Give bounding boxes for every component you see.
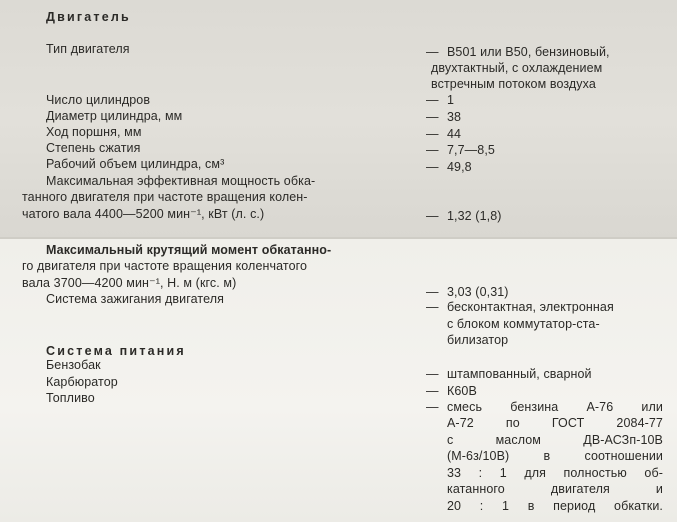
value-dash: — <box>426 93 439 107</box>
spec-label: Число цилиндров <box>46 93 151 107</box>
spec-label: Диаметр цилиндра, мм <box>46 109 183 123</box>
section-heading-fuel-system: Система питания <box>46 344 186 358</box>
spec-value: штампованный, сварной <box>447 367 592 381</box>
scan-seam <box>0 237 677 239</box>
spec-label: Бензобак <box>46 358 101 372</box>
spec-value: смесь бензина А-76 или <box>447 400 663 414</box>
spec-label: го двигателя при частоте вращения коленчатого <box>22 259 308 273</box>
value-dash: — <box>426 160 439 174</box>
spec-value: 20 : 1 в период обкатки. <box>447 499 663 513</box>
section-heading-engine: Двигатель <box>46 10 131 24</box>
spec-value: встречным потоком воздуха <box>431 77 596 91</box>
spec-value: 1 <box>447 93 455 107</box>
value-dash: — <box>426 45 439 59</box>
value-dash: — <box>426 110 439 124</box>
value-dash: — <box>426 143 439 157</box>
spec-value: 3,03 (0,31) <box>447 285 509 299</box>
spec-label: Карбюратор <box>46 375 118 389</box>
spec-value: 38 <box>447 110 462 124</box>
value-dash: — <box>426 209 439 223</box>
spec-value: В501 или В50, бензиновый, <box>447 45 610 59</box>
spec-value: бесконтактная, электронная <box>447 300 614 314</box>
spec-label: Система зажигания двигателя <box>46 292 224 306</box>
spec-label: Тип двигателя <box>46 42 130 56</box>
spec-label: вала 3700—4200 мин⁻¹, Н. м (кгс. м) <box>22 276 237 290</box>
spec-value: 7,7—8,5 <box>447 143 495 157</box>
spec-value: А-72 по ГОСТ 2084-77 <box>447 416 663 430</box>
spec-label: Ход поршня, мм <box>46 125 142 139</box>
value-dash: — <box>426 300 439 314</box>
spec-value: 49,8 <box>447 160 472 174</box>
spec-label: Максимальный крутящий момент обкатанно- <box>46 243 332 257</box>
value-dash: — <box>426 127 439 141</box>
spec-value: К60В <box>447 384 477 398</box>
spec-label: танного двигателя при частоте вращения колен- <box>22 190 308 204</box>
value-dash: — <box>426 285 439 299</box>
spec-label: Максимальная эффективная мощность обка- <box>46 174 316 188</box>
spec-value: билизатор <box>447 333 509 347</box>
spec-label: чатого вала 4400—5200 мин⁻¹, кВт (л. с.) <box>22 207 265 221</box>
spec-label: Степень сжатия <box>46 141 141 155</box>
spec-value: двухтактный, с охлаждением <box>431 61 603 75</box>
spec-value: 1,32 (1,8) <box>447 209 502 223</box>
spec-value: катанного двигателя и <box>447 482 663 496</box>
value-dash: — <box>426 384 439 398</box>
spec-label: Рабочий объем цилиндра, см³ <box>46 157 225 171</box>
value-dash: — <box>426 400 439 414</box>
value-dash: — <box>426 367 439 381</box>
spec-label: Топливо <box>46 391 95 405</box>
spec-value: (М-6з/10В) в соотношении <box>447 449 663 463</box>
spec-value: с маслом ДВ-АСЗп-10В <box>447 433 663 447</box>
spec-value: с блоком коммутатор-ста- <box>447 317 600 331</box>
spec-value: 44 <box>447 127 462 141</box>
spec-value: 33 : 1 для полностью об- <box>447 466 663 480</box>
